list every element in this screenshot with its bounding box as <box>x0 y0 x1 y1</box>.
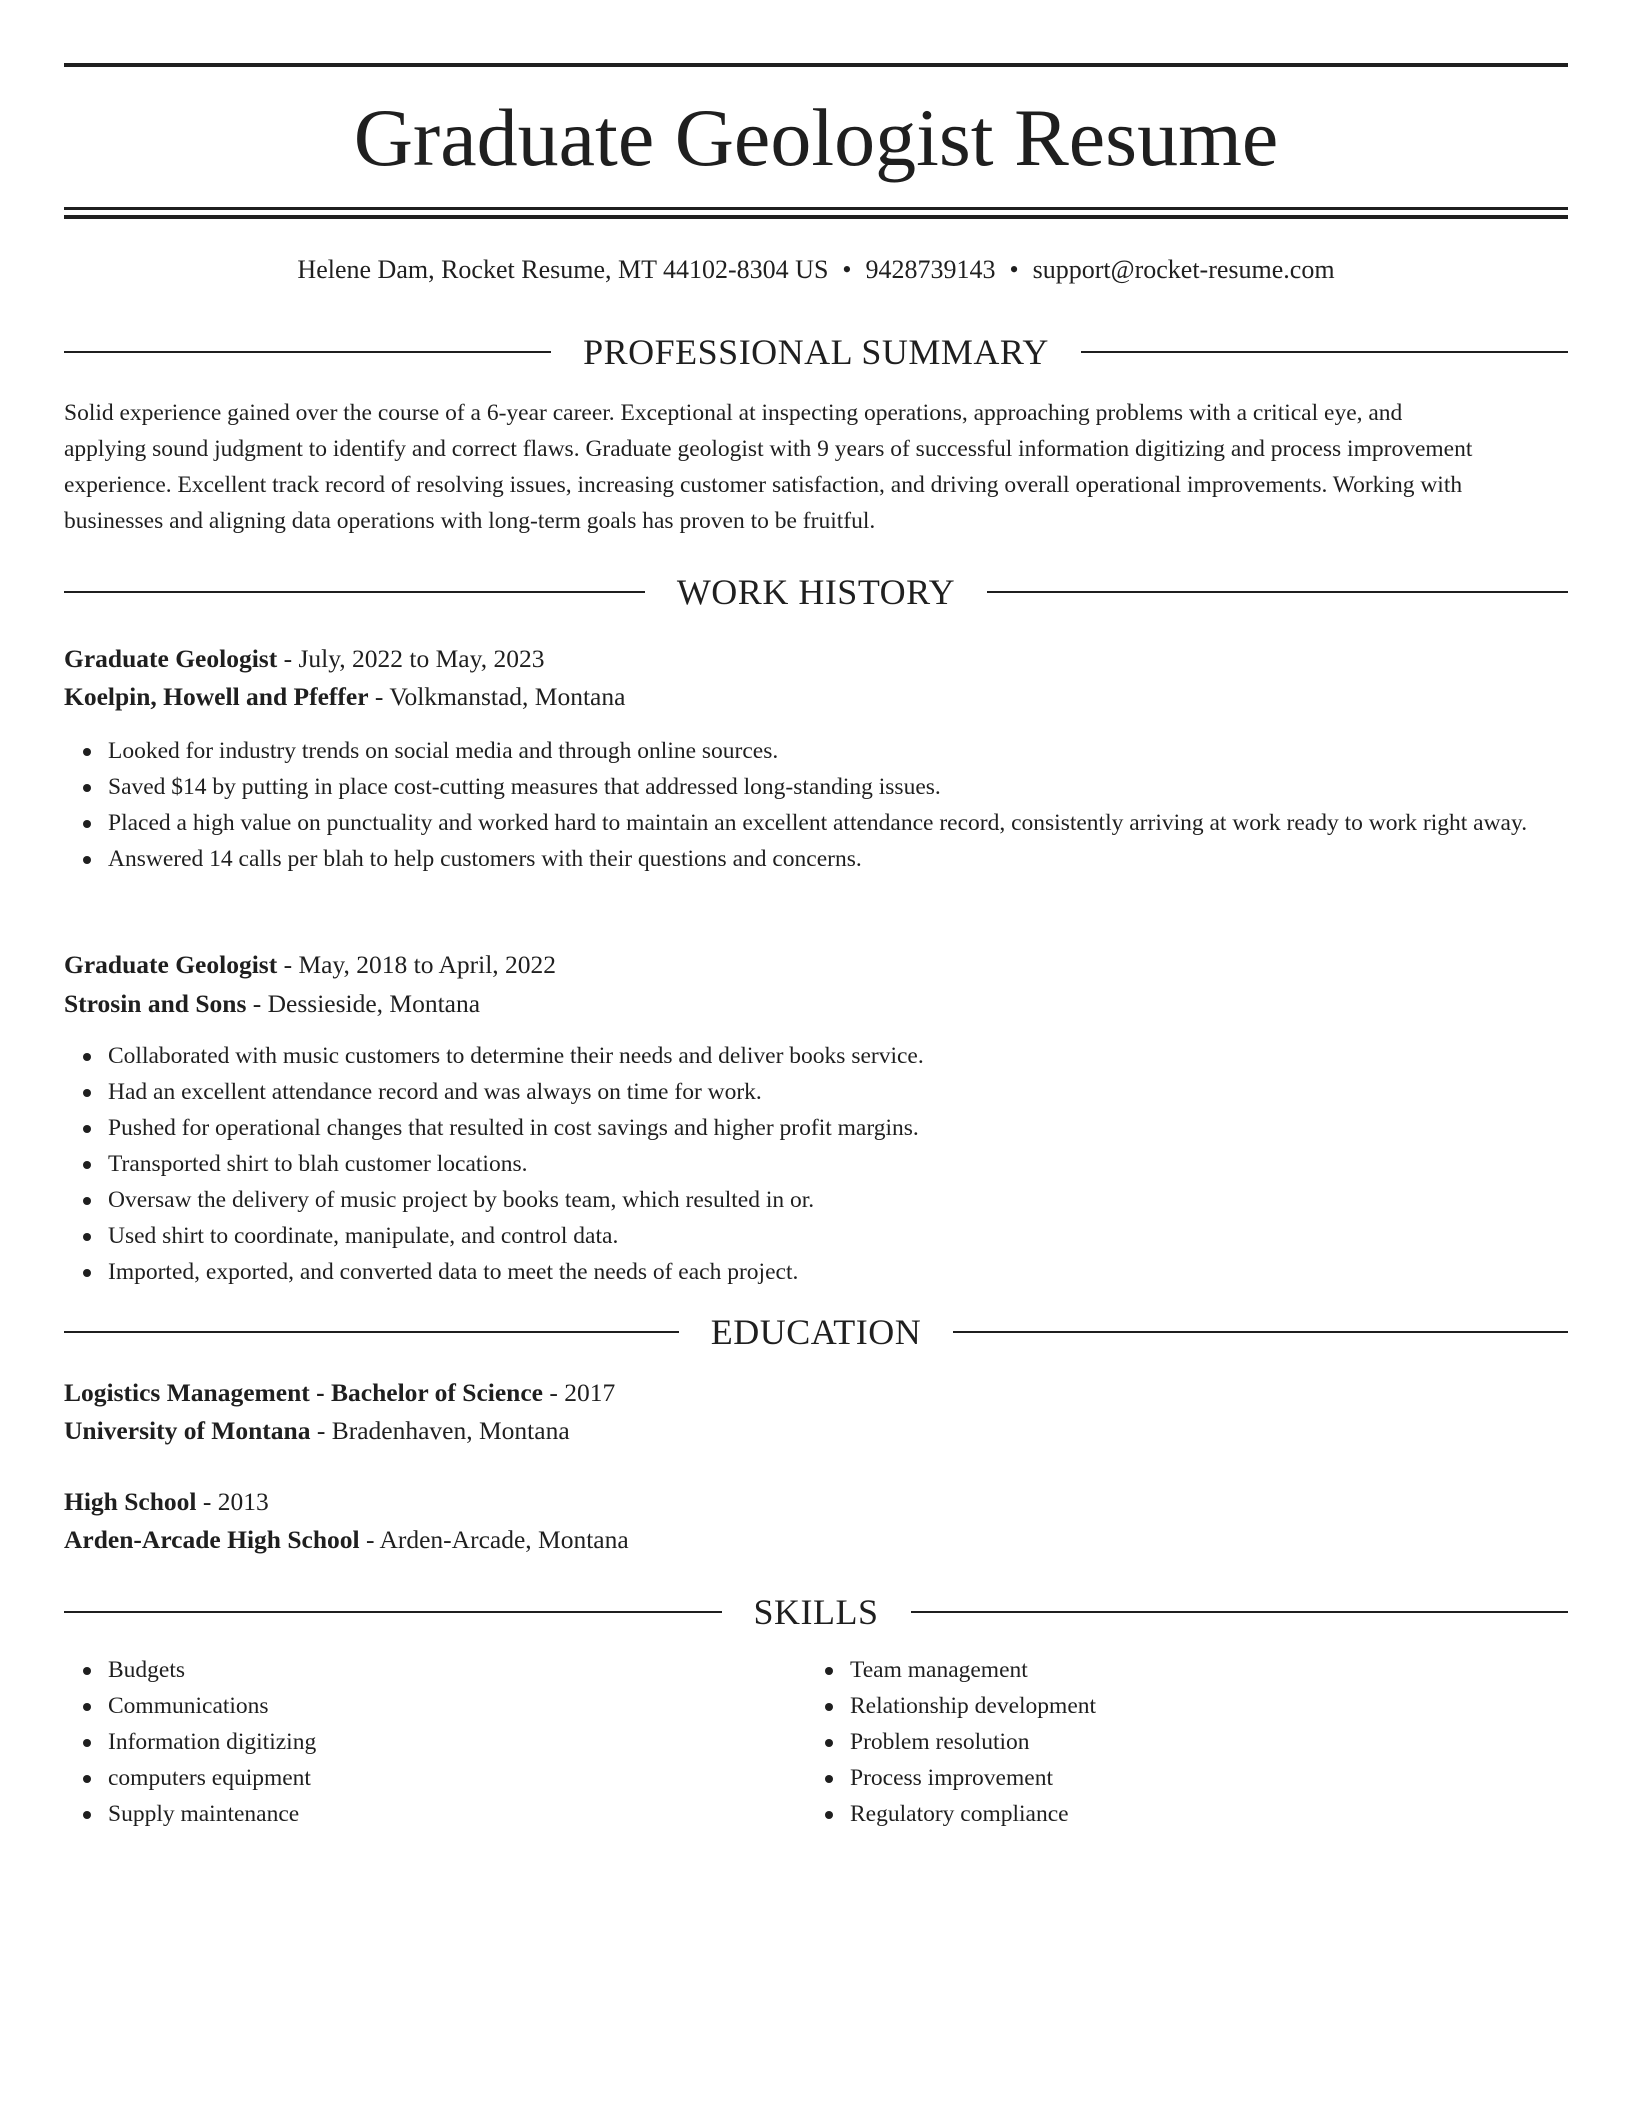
job-company: Strosin and Sons <box>64 989 247 1018</box>
degree-year: - 2013 <box>196 1487 269 1516</box>
school-line <box>64 1413 570 1449</box>
job-title-line <box>64 641 544 677</box>
summary-line: Solid experience gained over the course of a 6-year career. Exceptional at inspecting operations, approaching problems with a critical eye, and <box>64 400 1403 426</box>
skills-heading <box>64 1590 1568 1634</box>
heading-rule-left <box>64 351 551 353</box>
list-item: Used shirt to coordinate, manipulate, and control data. <box>108 1218 1612 1254</box>
degree: Logistics Management - Bachelor of Science <box>64 1378 543 1407</box>
contact-line <box>64 252 1568 288</box>
skills-list-left <box>64 1652 808 1832</box>
degree-year: - 2017 <box>542 1378 616 1407</box>
top-rule <box>64 63 1568 67</box>
skills-heading-label: SKILLS <box>753 1592 879 1632</box>
job-bullet-list <box>64 733 1612 877</box>
work-history-heading-label: WORK HISTORY <box>676 572 956 612</box>
job-title-line <box>64 947 556 983</box>
heading-rule-left <box>64 1331 679 1333</box>
summary-heading-label: PROFESSIONAL SUMMARY <box>583 332 1049 372</box>
list-item: Saved $14 by putting in place cost-cutting measures that addressed long-standing issues. <box>108 769 1612 805</box>
summary-heading <box>64 330 1568 374</box>
title-rule-upper <box>64 207 1568 210</box>
heading-rule-right <box>987 591 1568 593</box>
contact-phone: 9428739143 <box>865 255 996 284</box>
summary-line: businesses and aligning data operations with long-term goals has proven to be fruitful. <box>64 508 876 534</box>
list-item: Looked for industry trends on social media and through online sources. <box>108 733 1612 769</box>
list-item: Collaborated with music customers to determine their needs and deliver books service. <box>108 1038 1612 1074</box>
job-dates: - July, 2022 to May, 2023 <box>277 644 545 673</box>
list-item: Oversaw the delivery of music project by books team, which resulted in or. <box>108 1182 1612 1218</box>
degree: High School <box>64 1487 197 1516</box>
skill-item: computers equipment <box>108 1760 808 1796</box>
skill-item: Communications <box>108 1688 808 1724</box>
school: University of Montana <box>64 1416 311 1445</box>
list-item: Pushed for operational changes that resulted in cost savings and higher profit margins. <box>108 1110 1612 1146</box>
list-item: Transported shirt to blah customer locations. <box>108 1146 1612 1182</box>
title-rule-lower <box>64 215 1568 219</box>
heading-rule-right <box>1081 351 1568 353</box>
skill-item: Supply maintenance <box>108 1796 808 1832</box>
job-location: - Dessieside, Montana <box>246 989 481 1018</box>
job-company: Koelpin, Howell and Pfeffer <box>64 682 369 711</box>
summary-line: experience. Excellent track record of resolving issues, increasing customer satisfaction, and driving overall operational improvements. Working with <box>64 472 1463 498</box>
skill-item: Budgets <box>108 1652 808 1688</box>
skill-item: Problem resolution <box>850 1724 1550 1760</box>
job-location: - Volkmanstad, Montana <box>368 682 626 711</box>
job-company-line <box>64 679 625 715</box>
education-heading <box>64 1310 1568 1354</box>
work-history-heading <box>64 570 1568 614</box>
list-item: Imported, exported, and converted data to meet the needs of each project. <box>108 1254 1612 1290</box>
heading-rule-right <box>953 1331 1568 1333</box>
page-title: Graduate Geologist Resume <box>353 92 1279 183</box>
skill-item: Regulatory compliance <box>850 1796 1550 1832</box>
school-line <box>64 1522 629 1558</box>
contact-separator: • <box>842 255 852 284</box>
school: Arden-Arcade High School <box>64 1525 360 1554</box>
job-dates: - May, 2018 to April, 2022 <box>277 950 557 979</box>
education-heading-label: EDUCATION <box>710 1312 922 1352</box>
job-title: Graduate Geologist <box>64 950 278 979</box>
degree-line <box>64 1484 269 1520</box>
skill-item: Relationship development <box>850 1688 1550 1724</box>
heading-rule-left <box>64 591 645 593</box>
list-item: Had an excellent attendance record and was always on time for work. <box>108 1074 1612 1110</box>
contact-address: Helene Dam, Rocket Resume, MT 44102-8304 US <box>297 255 829 284</box>
list-item: Placed a high value on punctuality and worked hard to maintain an excellent attendance record, consistently arriving at work ready to work right away. <box>108 805 1612 841</box>
contact-separator: • <box>1009 255 1019 284</box>
skill-item: Team management <box>850 1652 1550 1688</box>
skills-list-right <box>806 1652 1550 1832</box>
school-location: - Arden-Arcade, Montana <box>359 1525 629 1554</box>
school-location: - Bradenhaven, Montana <box>310 1416 570 1445</box>
contact-email: support@rocket-resume.com <box>1032 255 1335 284</box>
job-company-line <box>64 986 480 1022</box>
heading-rule-right <box>911 1611 1569 1613</box>
summary-line: applying sound judgment to identify and correct flaws. Graduate geologist with 9 years of successful information digitizing and process improvement <box>64 436 1473 462</box>
skill-item: Process improvement <box>850 1760 1550 1796</box>
job-bullet-list <box>64 1038 1612 1290</box>
heading-rule-left <box>64 1611 722 1613</box>
summary-paragraph <box>64 395 1568 539</box>
skill-item: Information digitizing <box>108 1724 808 1760</box>
list-item: Answered 14 calls per blah to help customers with their questions and concerns. <box>108 841 1612 877</box>
degree-line <box>64 1375 615 1411</box>
job-title: Graduate Geologist <box>64 644 278 673</box>
